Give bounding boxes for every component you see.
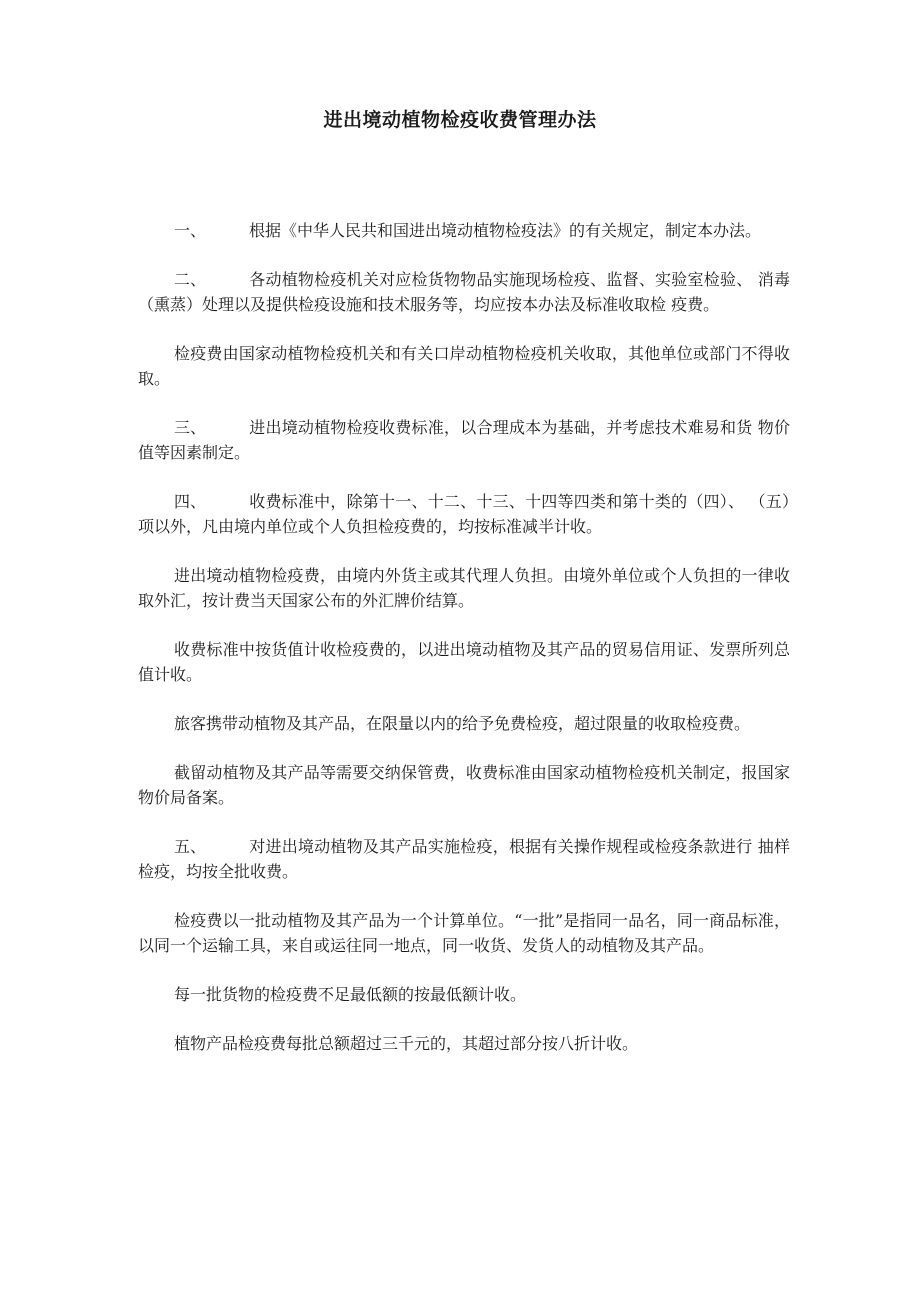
paragraph-text: 进出境动植物检疫费，由境内外货主或其代理人负担。由境外单位或个人负担的一律收取外汇，按计费当天国家公布的外汇牌价结算。 (138, 566, 790, 610)
paragraph-number: 四、 (174, 492, 207, 511)
paragraph-text: 对进出境动植物及其产品实施检疫，根据有关操作规程或检疫条款进行 抽样检疫，均按全批收费。 (138, 837, 790, 881)
paragraph-text: 检疫费由国家动植物检疫机关和有关口岸动植物检疫机关收取，其他单位或部门不得收取。 (138, 344, 790, 388)
paragraph-text: 截留动植物及其产品等需要交纳保管费，收费标准由国家动植物检疫机关制定，报国家物价局备案。 (138, 763, 790, 807)
paragraph-10 (138, 834, 790, 884)
paragraph-6 (138, 563, 790, 613)
paragraph-7 (138, 637, 790, 687)
paragraph-12 (138, 982, 790, 1007)
paragraph-text: 检疫费以一批动植物及其产品为一个计算单位。“一批”是指同一品名，同一商品标准，以同一个运输工具，来自或运往同一地点，同一收货、发货人的动植物及其产品。 (138, 911, 790, 955)
paragraph-1 (138, 218, 790, 243)
document-title: 进出境动植物检疫收费管理办法 (323, 109, 597, 131)
paragraph-9 (138, 760, 790, 810)
paragraph-number: 一、 (174, 221, 207, 240)
paragraph-text: 收费标准中，除第十一、十二、十三、十四等四类和第十类的（四）、 （五）项以外，凡由境内单位或个人负担检疫费的，均按标准减半计收。 (138, 492, 790, 536)
paragraph-4 (138, 415, 790, 465)
paragraph-text: 每一批货物的检疫费不足最低额的按最低额计收。 (174, 985, 527, 1004)
paragraph-11 (138, 908, 790, 958)
paragraph-text: 收费标准中按货值计收检疫费的，以进出境动植物及其产品的贸易信用证、发票所列总值计收。 (138, 640, 790, 684)
paragraph-5 (138, 489, 790, 539)
paragraph-text: 各动植物检疫机关对应检货物物品实施现场检疫、监督、实验室检验、 消毒（熏蒸）处理以及提供检疫设施和技术服务等，均应按本办法及标准收取检 疫费。 (138, 270, 790, 314)
paragraph-number: 三、 (174, 418, 207, 437)
paragraph-8 (138, 711, 790, 736)
paragraph-2 (138, 267, 790, 317)
paragraph-text: 旅客携带动植物及其产品，在限量以内的给予免费检疫，超过限量的收取检疫费。 (174, 714, 751, 733)
paragraph-3 (138, 341, 790, 391)
paragraph-number: 五、 (174, 837, 207, 856)
paragraph-13 (138, 1031, 790, 1056)
paragraph-text: 进出境动植物检疫收费标准，以合理成本为基础，并考虑技术难易和货 物价值等因素制定。 (138, 418, 790, 462)
paragraph-number: 二、 (174, 270, 207, 289)
paragraph-text: 植物产品检疫费每批总额超过三千元的，其超过部分按八折计收。 (174, 1034, 639, 1053)
document-body (138, 218, 790, 1080)
paragraph-text: 根据《中华人民共和国进出境动植物检疫法》的有关规定，制定本办法。 (249, 221, 762, 240)
